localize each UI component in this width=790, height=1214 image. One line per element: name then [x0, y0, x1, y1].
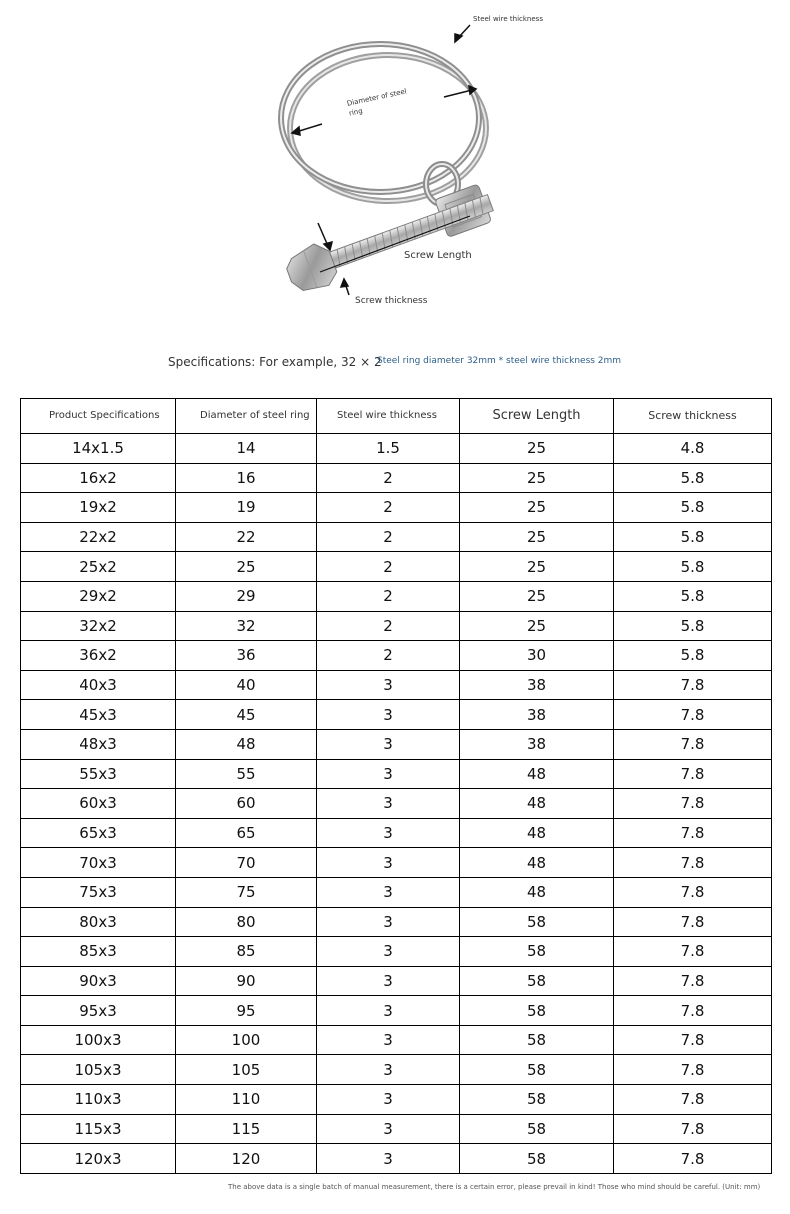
cell-screw-length: 25 [460, 493, 614, 523]
cell-product-spec: 60x3 [21, 789, 176, 819]
cell-screw-length: 48 [460, 759, 614, 789]
cell-screw-length: 25 [460, 434, 614, 464]
table-row [21, 522, 772, 552]
cell-screw-length: 58 [460, 1144, 614, 1174]
cell-ring-diameter: 105 [176, 1055, 317, 1085]
table-row [21, 670, 772, 700]
cell-wire-thickness: 3 [317, 700, 460, 730]
cell-screw-thickness: 7.8 [614, 1114, 772, 1144]
screw-thickness-arrow-top [318, 223, 328, 246]
cell-product-spec: 110x3 [21, 1085, 176, 1115]
ring-diameter-arrow-right [444, 90, 472, 97]
cell-product-spec: 100x3 [21, 1025, 176, 1055]
cell-ring-diameter: 29 [176, 581, 317, 611]
cell-screw-thickness: 7.8 [614, 937, 772, 967]
cell-screw-length: 25 [460, 463, 614, 493]
cell-screw-length: 48 [460, 789, 614, 819]
cell-screw-thickness: 7.8 [614, 789, 772, 819]
cell-screw-length: 58 [460, 966, 614, 996]
cell-wire-thickness: 2 [317, 611, 460, 641]
table-row [21, 848, 772, 878]
table-row [21, 552, 772, 582]
cell-product-spec: 70x3 [21, 848, 176, 878]
cell-screw-thickness: 5.8 [614, 463, 772, 493]
cell-screw-thickness: 7.8 [614, 818, 772, 848]
cell-product-spec: 105x3 [21, 1055, 176, 1085]
cell-product-spec: 115x3 [21, 1114, 176, 1144]
cell-screw-length: 58 [460, 937, 614, 967]
table-row [21, 966, 772, 996]
cell-wire-thickness: 3 [317, 907, 460, 937]
cell-ring-diameter: 25 [176, 552, 317, 582]
cell-screw-thickness: 5.8 [614, 611, 772, 641]
spec-detail-text: Steel ring diameter 32mm * steel wire thickness 2mm [377, 356, 622, 366]
cell-product-spec: 75x3 [21, 877, 176, 907]
cell-wire-thickness: 3 [317, 937, 460, 967]
cell-ring-diameter: 55 [176, 759, 317, 789]
cell-product-spec: 85x3 [21, 937, 176, 967]
cell-screw-length: 58 [460, 996, 614, 1026]
cell-ring-diameter: 75 [176, 877, 317, 907]
cell-wire-thickness: 3 [317, 966, 460, 996]
cell-product-spec: 55x3 [21, 759, 176, 789]
table-header-row [21, 399, 772, 434]
cell-screw-thickness: 5.8 [614, 552, 772, 582]
col-header-product-spec: Product Specifications [21, 399, 176, 434]
table-row [21, 937, 772, 967]
cell-wire-thickness: 3 [317, 1114, 460, 1144]
hose-clamp-diagram [0, 0, 790, 330]
cell-ring-diameter: 80 [176, 907, 317, 937]
cell-product-spec: 65x3 [21, 818, 176, 848]
cell-wire-thickness: 3 [317, 1085, 460, 1115]
cell-ring-diameter: 120 [176, 1144, 317, 1174]
cell-wire-thickness: 3 [317, 818, 460, 848]
table-row [21, 1055, 772, 1085]
cell-wire-thickness: 3 [317, 1144, 460, 1174]
cell-ring-diameter: 60 [176, 789, 317, 819]
cell-screw-thickness: 5.8 [614, 581, 772, 611]
cell-ring-diameter: 22 [176, 522, 317, 552]
table-row [21, 759, 772, 789]
cell-screw-thickness: 7.8 [614, 670, 772, 700]
cell-screw-length: 25 [460, 611, 614, 641]
col-header-wire-thickness: Steel wire thickness [317, 399, 460, 434]
col-header-screw-length: Screw Length [460, 399, 614, 434]
screw-length-label: Screw Length [404, 250, 472, 261]
cell-screw-length: 38 [460, 670, 614, 700]
cell-screw-length: 25 [460, 522, 614, 552]
cell-product-spec: 45x3 [21, 700, 176, 730]
table-row [21, 729, 772, 759]
cell-screw-length: 25 [460, 552, 614, 582]
cell-wire-thickness: 3 [317, 759, 460, 789]
cell-wire-thickness: 3 [317, 1055, 460, 1085]
cell-product-spec: 16x2 [21, 463, 176, 493]
cell-screw-length: 58 [460, 1114, 614, 1144]
cell-wire-thickness: 3 [317, 729, 460, 759]
cell-screw-thickness: 7.8 [614, 907, 772, 937]
cell-product-spec: 48x3 [21, 729, 176, 759]
cell-screw-thickness: 5.8 [614, 522, 772, 552]
cell-screw-length: 38 [460, 729, 614, 759]
cell-ring-diameter: 70 [176, 848, 317, 878]
cell-product-spec: 19x2 [21, 493, 176, 523]
cell-screw-thickness: 7.8 [614, 729, 772, 759]
col-header-ring-diameter: Diameter of steel ring [176, 399, 317, 434]
cell-screw-thickness: 7.8 [614, 996, 772, 1026]
cell-screw-thickness: 5.8 [614, 493, 772, 523]
cell-wire-thickness: 3 [317, 877, 460, 907]
cell-product-spec: 120x3 [21, 1144, 176, 1174]
cell-screw-length: 48 [460, 877, 614, 907]
cell-ring-diameter: 95 [176, 996, 317, 1026]
table-row [21, 700, 772, 730]
ring-diameter-label: Diameter of steel ring [346, 87, 408, 118]
table-row [21, 463, 772, 493]
table-body [21, 434, 772, 1174]
cell-screw-thickness: 7.8 [614, 1025, 772, 1055]
screw-thickness-label: Screw thickness [355, 296, 428, 306]
spec-example-text: Specifications: For example, 32 × 2 [168, 355, 382, 369]
cell-screw-thickness: 7.8 [614, 1055, 772, 1085]
cell-ring-diameter: 85 [176, 937, 317, 967]
table-row [21, 907, 772, 937]
col-header-screw-thickness: Screw thickness [614, 399, 772, 434]
cell-screw-thickness: 7.8 [614, 848, 772, 878]
cell-product-spec: 29x2 [21, 581, 176, 611]
cell-product-spec: 80x3 [21, 907, 176, 937]
measurement-footnote: The above data is a single batch of manual measurement, there is a certain error, please prevail in kind! Those who mind should be careful. (Unit: mm) [228, 1183, 761, 1191]
cell-screw-length: 58 [460, 907, 614, 937]
cell-wire-thickness: 3 [317, 670, 460, 700]
table-row [21, 996, 772, 1026]
cell-product-spec: 95x3 [21, 996, 176, 1026]
cell-screw-thickness: 7.8 [614, 1144, 772, 1174]
cell-screw-length: 38 [460, 700, 614, 730]
specifications-table [20, 398, 772, 1174]
table-row [21, 1144, 772, 1174]
table-row [21, 789, 772, 819]
cell-ring-diameter: 115 [176, 1114, 317, 1144]
cell-product-spec: 22x2 [21, 522, 176, 552]
table-row [21, 1025, 772, 1055]
cell-wire-thickness: 3 [317, 848, 460, 878]
cell-screw-thickness: 5.8 [614, 641, 772, 671]
table-row [21, 641, 772, 671]
table-row [21, 1085, 772, 1115]
cell-wire-thickness: 2 [317, 493, 460, 523]
cell-ring-diameter: 16 [176, 463, 317, 493]
cell-product-spec: 90x3 [21, 966, 176, 996]
cell-ring-diameter: 100 [176, 1025, 317, 1055]
cell-wire-thickness: 3 [317, 1025, 460, 1055]
cell-ring-diameter: 19 [176, 493, 317, 523]
cell-product-spec: 25x2 [21, 552, 176, 582]
cell-wire-thickness: 2 [317, 552, 460, 582]
cell-product-spec: 32x2 [21, 611, 176, 641]
cell-screw-thickness: 7.8 [614, 877, 772, 907]
cell-ring-diameter: 14 [176, 434, 317, 464]
cell-wire-thickness: 2 [317, 581, 460, 611]
cell-screw-length: 58 [460, 1085, 614, 1115]
cell-ring-diameter: 48 [176, 729, 317, 759]
cell-screw-thickness: 7.8 [614, 700, 772, 730]
table-row [21, 434, 772, 464]
cell-screw-length: 30 [460, 641, 614, 671]
cell-wire-thickness: 1.5 [317, 434, 460, 464]
cell-screw-thickness: 4.8 [614, 434, 772, 464]
cell-ring-diameter: 40 [176, 670, 317, 700]
cell-product-spec: 36x2 [21, 641, 176, 671]
cell-wire-thickness: 3 [317, 996, 460, 1026]
table-row [21, 581, 772, 611]
cell-screw-length: 48 [460, 848, 614, 878]
table-row [21, 818, 772, 848]
table-row [21, 493, 772, 523]
cell-product-spec: 40x3 [21, 670, 176, 700]
bolt-head [282, 240, 340, 297]
cell-ring-diameter: 45 [176, 700, 317, 730]
cell-ring-diameter: 36 [176, 641, 317, 671]
screw-length-line [320, 216, 470, 272]
cell-screw-length: 58 [460, 1025, 614, 1055]
cell-screw-thickness: 7.8 [614, 759, 772, 789]
cell-ring-diameter: 32 [176, 611, 317, 641]
cell-screw-length: 58 [460, 1055, 614, 1085]
table-row [21, 1114, 772, 1144]
cell-screw-length: 48 [460, 818, 614, 848]
cell-wire-thickness: 2 [317, 522, 460, 552]
cell-screw-thickness: 7.8 [614, 1085, 772, 1115]
cell-wire-thickness: 3 [317, 789, 460, 819]
cell-ring-diameter: 65 [176, 818, 317, 848]
table-row [21, 611, 772, 641]
cell-screw-thickness: 7.8 [614, 966, 772, 996]
cell-wire-thickness: 2 [317, 463, 460, 493]
cell-screw-length: 25 [460, 581, 614, 611]
cell-ring-diameter: 90 [176, 966, 317, 996]
wire-thickness-label: Steel wire thickness [473, 15, 543, 23]
cell-ring-diameter: 110 [176, 1085, 317, 1115]
table-row [21, 877, 772, 907]
cell-wire-thickness: 2 [317, 641, 460, 671]
cell-product-spec: 14x1.5 [21, 434, 176, 464]
